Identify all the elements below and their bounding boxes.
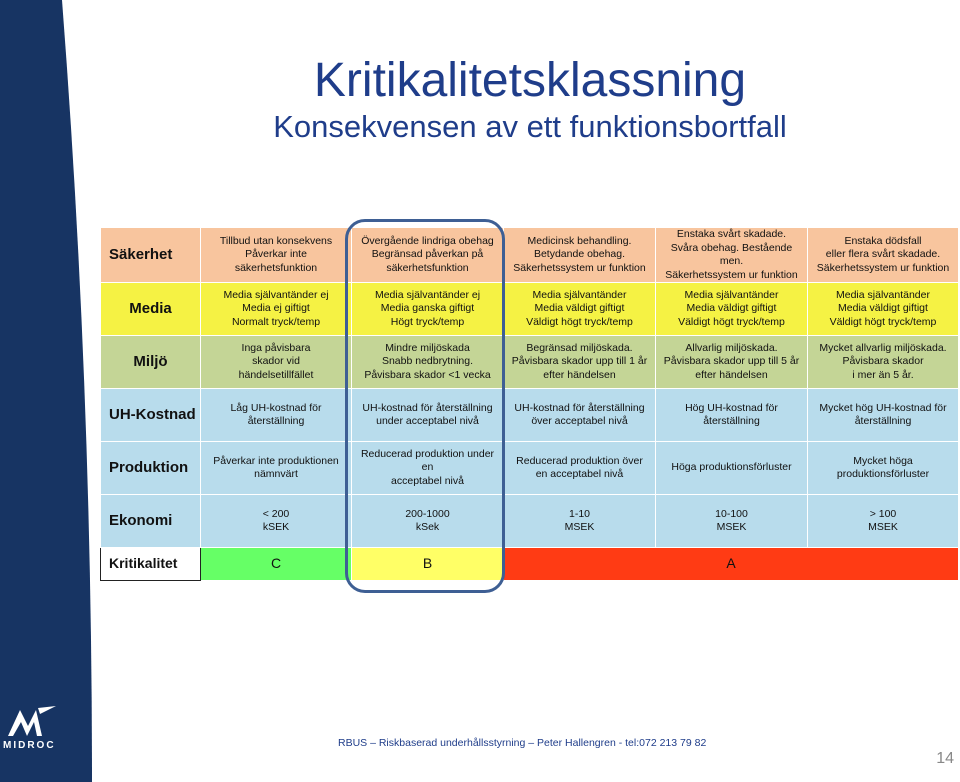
page-title: Kritikalitetsklassning xyxy=(313,54,747,107)
table-row-produktion xyxy=(101,442,959,495)
table-row-media xyxy=(101,283,959,336)
page-subtitle: Konsekvensen av ett funktionsbortfall xyxy=(273,109,787,144)
table-cell: Inga påvisbara skador vid händelsetillfället xyxy=(201,336,352,389)
row-header-sakerhet: Säkerhet xyxy=(101,228,201,283)
row-header-miljo: Miljö xyxy=(101,336,201,389)
column-highlight-outline xyxy=(345,219,505,593)
table-cell: Mycket höga produktionsförluster xyxy=(808,442,959,495)
row-header-kritikalitet: Kritikalitet xyxy=(101,548,201,581)
table-cell: Övergående lindriga obehag Begränsad påverkan på säkerhetsfunktion xyxy=(352,228,504,283)
table-cell: Tillbud utan konsekvens Påverkar inte säkerhetsfunktion xyxy=(201,228,352,283)
table-cell: 10-100 MSEK xyxy=(656,495,808,548)
table-cell: UH-kostnad för återställning över acceptabel nivå xyxy=(504,389,656,442)
table-cell: Höga produktionsförluster xyxy=(656,442,808,495)
table-cell: Medicinsk behandling. Betydande obehag. Säkerhetssystem ur funktion xyxy=(504,228,656,283)
table-cell: Begränsad miljöskada. Påvisbara skador upp till 1 år efter händelsen xyxy=(504,336,656,389)
row-header-media: Media xyxy=(101,283,201,336)
criticality-table xyxy=(100,227,959,581)
table-cell: Mindre miljöskada Snabb nedbrytning. Påvisbara skador <1 vecka xyxy=(352,336,504,389)
footer-text: RBUS – Riskbaserad underhållsstyrning – Peter Hallengren - tel:072 213 79 82 xyxy=(338,737,707,749)
table-cell: Allvarlig miljöskada. Påvisbara skador upp till 5 år efter händelsen xyxy=(656,336,808,389)
table-row-miljo xyxy=(101,336,959,389)
table-cell: Media självantänder ej Media ganska giftigt Högt tryck/temp xyxy=(352,283,504,336)
table-cell: Media självantänder ej Media ej giftigt Normalt tryck/temp xyxy=(201,283,352,336)
table-cell: 1-10 MSEK xyxy=(504,495,656,548)
class-c-cell: C xyxy=(201,548,352,581)
table-cell: Reducerad produktion under en acceptabel nivå xyxy=(352,442,504,495)
table-cell: Hög UH-kostnad för återställning xyxy=(656,389,808,442)
row-header-ekonomi: Ekonomi xyxy=(101,495,201,548)
row-header-uh-kostnad: UH-Kostnad xyxy=(101,389,201,442)
table-cell: Låg UH-kostnad för återställning xyxy=(201,389,352,442)
page-number: 14 xyxy=(936,750,954,767)
table-cell: Mycket allvarlig miljöskada. Påvisbara skador i mer än 5 år. xyxy=(808,336,959,389)
table-cell: Enstaka dödsfall eller flera svårt skadade. Säkerhetssystem ur funktion xyxy=(808,228,959,283)
table-cell: Mycket hög UH-kostnad för återställning xyxy=(808,389,959,442)
table-cell: Reducerad produktion över en acceptabel nivå xyxy=(504,442,656,495)
row-header-produktion: Produktion xyxy=(101,442,201,495)
table-cell: Påverkar inte produktionen nämnvärt xyxy=(201,442,352,495)
table-cell: Media självantänder Media väldigt giftigt Väldigt högt tryck/temp xyxy=(656,283,808,336)
class-b-cell: B xyxy=(352,548,504,581)
class-a-cell: A xyxy=(504,548,959,581)
table-row-kritikalitet xyxy=(101,548,959,581)
table-row-ekonomi xyxy=(101,495,959,548)
table-cell: Media självantänder Media väldigt giftigt Väldigt högt tryck/temp xyxy=(504,283,656,336)
table-cell: UH-kostnad för återställning under acceptabel nivå xyxy=(352,389,504,442)
table-cell: Media självantänder Media väldigt giftigt Väldigt högt tryck/temp xyxy=(808,283,959,336)
table-cell: Enstaka svårt skadade. Svåra obehag. Bestående men. Säkerhetssystem ur funktion xyxy=(656,228,808,283)
table-cell: < 200 kSEK xyxy=(201,495,352,548)
table-row-uh-kostnad xyxy=(101,389,959,442)
sidebar-decoration xyxy=(0,0,95,782)
logo-text: MIDROC xyxy=(3,740,56,751)
table-row-sakerhet xyxy=(101,228,959,283)
table-cell: > 100 MSEK xyxy=(808,495,959,548)
table-cell: 200-1000 kSek xyxy=(352,495,504,548)
